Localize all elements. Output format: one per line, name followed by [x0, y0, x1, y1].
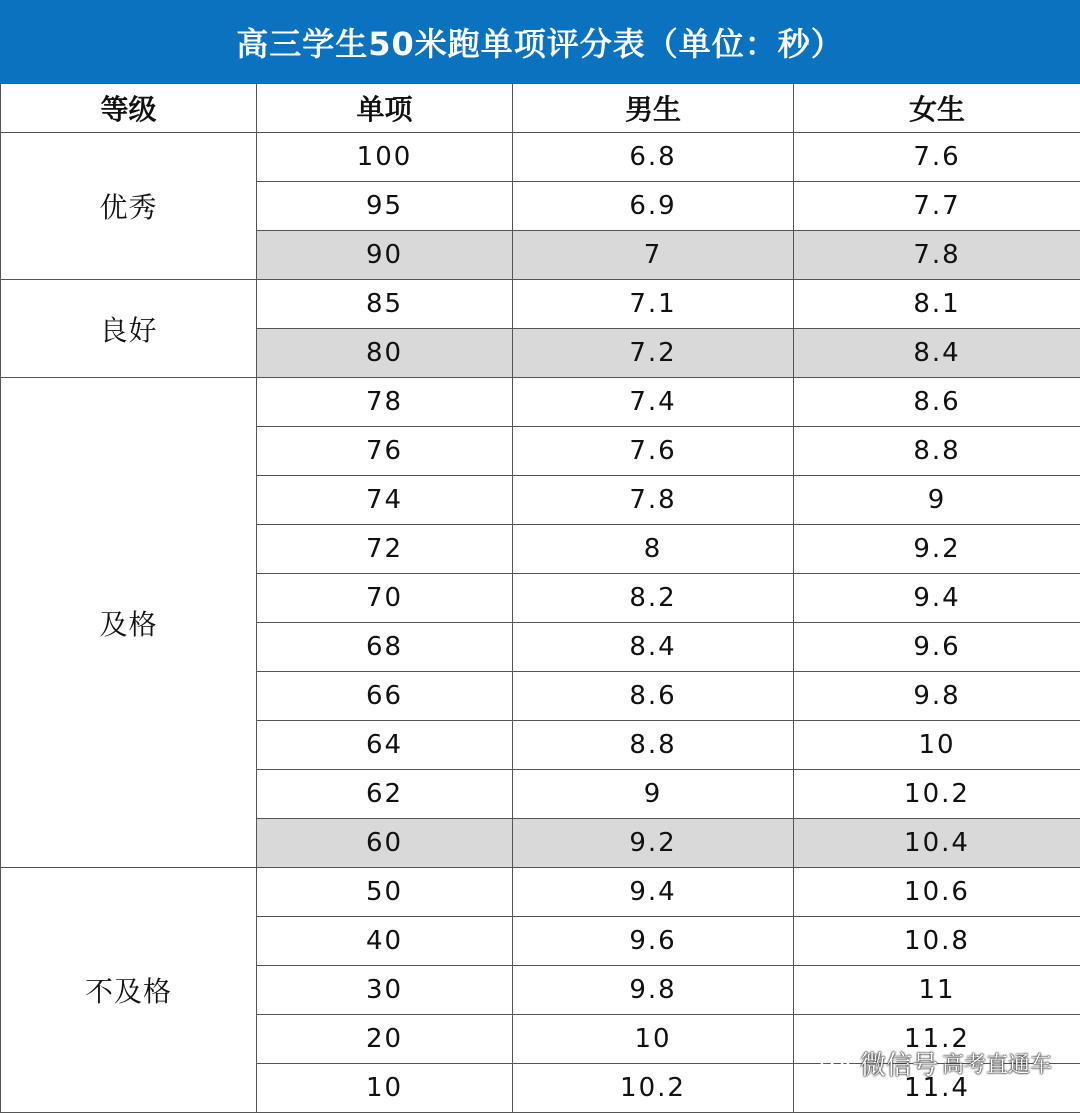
- male-cell: 8.8: [513, 721, 794, 770]
- male-cell: 7: [513, 231, 794, 280]
- female-cell: 7.7: [794, 182, 1080, 231]
- male-cell: 8: [513, 525, 794, 574]
- male-cell: 9.2: [513, 819, 794, 868]
- score-table: [0, 83, 1080, 1113]
- score-cell: 80: [257, 329, 513, 378]
- male-cell: 8.4: [513, 623, 794, 672]
- male-cell: 9.8: [513, 966, 794, 1015]
- score-cell: 68: [257, 623, 513, 672]
- male-cell: 6.9: [513, 182, 794, 231]
- score-cell: 30: [257, 966, 513, 1015]
- table-title: 高三学生50米跑单项评分表（单位：秒）: [0, 0, 1080, 83]
- score-cell: 10: [257, 1064, 513, 1113]
- male-cell: 7.6: [513, 427, 794, 476]
- female-cell: 8.6: [794, 378, 1080, 427]
- female-cell: 10.8: [794, 917, 1080, 966]
- header-level: 等级: [1, 84, 257, 133]
- header-female: 女生: [794, 84, 1080, 133]
- score-cell: 95: [257, 182, 513, 231]
- score-cell: 70: [257, 574, 513, 623]
- female-cell: 10.4: [794, 819, 1080, 868]
- level-cell: 及格: [1, 378, 257, 868]
- level-cell: 优秀: [1, 133, 257, 280]
- female-cell: 9.8: [794, 672, 1080, 721]
- score-cell: 78: [257, 378, 513, 427]
- female-cell: 9: [794, 476, 1080, 525]
- female-cell: 10.6: [794, 868, 1080, 917]
- score-cell: 50: [257, 868, 513, 917]
- score-cell: 100: [257, 133, 513, 182]
- score-cell: 66: [257, 672, 513, 721]
- male-cell: 9.4: [513, 868, 794, 917]
- male-cell: 10.2: [513, 1064, 794, 1113]
- female-cell: 9.2: [794, 525, 1080, 574]
- female-cell: 11: [794, 966, 1080, 1015]
- watermark-name: 高考直通车: [942, 1048, 1052, 1079]
- watermark-label: 微信号: [860, 1045, 938, 1082]
- female-cell: 7.6: [794, 133, 1080, 182]
- female-cell: 8.1: [794, 280, 1080, 329]
- male-cell: 6.8: [513, 133, 794, 182]
- table-row: [1, 280, 1080, 329]
- score-cell: 60: [257, 819, 513, 868]
- male-cell: 7.8: [513, 476, 794, 525]
- header-row: [1, 84, 1080, 133]
- female-cell: 9.6: [794, 623, 1080, 672]
- male-cell: 10: [513, 1015, 794, 1064]
- score-cell: 64: [257, 721, 513, 770]
- table-row: [1, 378, 1080, 427]
- female-cell: 9.4: [794, 574, 1080, 623]
- level-cell: 良好: [1, 280, 257, 378]
- score-cell: 76: [257, 427, 513, 476]
- male-cell: 8.2: [513, 574, 794, 623]
- score-cell: 85: [257, 280, 513, 329]
- table-row: [1, 868, 1080, 917]
- female-cell: 10: [794, 721, 1080, 770]
- male-cell: 7.4: [513, 378, 794, 427]
- female-cell: 8.4: [794, 329, 1080, 378]
- watermark: [818, 1045, 1052, 1082]
- score-cell: 20: [257, 1015, 513, 1064]
- level-cell: 不及格: [1, 868, 257, 1113]
- male-cell: 7.1: [513, 280, 794, 329]
- male-cell: 9.6: [513, 917, 794, 966]
- female-cell: 11.2: [794, 1015, 1080, 1064]
- score-cell: 74: [257, 476, 513, 525]
- female-cell: 7.8: [794, 231, 1080, 280]
- table-body: [1, 133, 1080, 1113]
- table-row: [1, 133, 1080, 182]
- score-cell: 62: [257, 770, 513, 819]
- score-cell: 72: [257, 525, 513, 574]
- female-cell: 10.2: [794, 770, 1080, 819]
- male-cell: 7.2: [513, 329, 794, 378]
- female-cell: 8.8: [794, 427, 1080, 476]
- male-cell: 8.6: [513, 672, 794, 721]
- header-score: 单项: [257, 84, 513, 133]
- male-cell: 9: [513, 770, 794, 819]
- header-male: 男生: [513, 84, 794, 133]
- wechat-icon: [818, 1046, 854, 1082]
- female-cell: 11.4: [794, 1064, 1080, 1113]
- score-cell: 40: [257, 917, 513, 966]
- score-cell: 90: [257, 231, 513, 280]
